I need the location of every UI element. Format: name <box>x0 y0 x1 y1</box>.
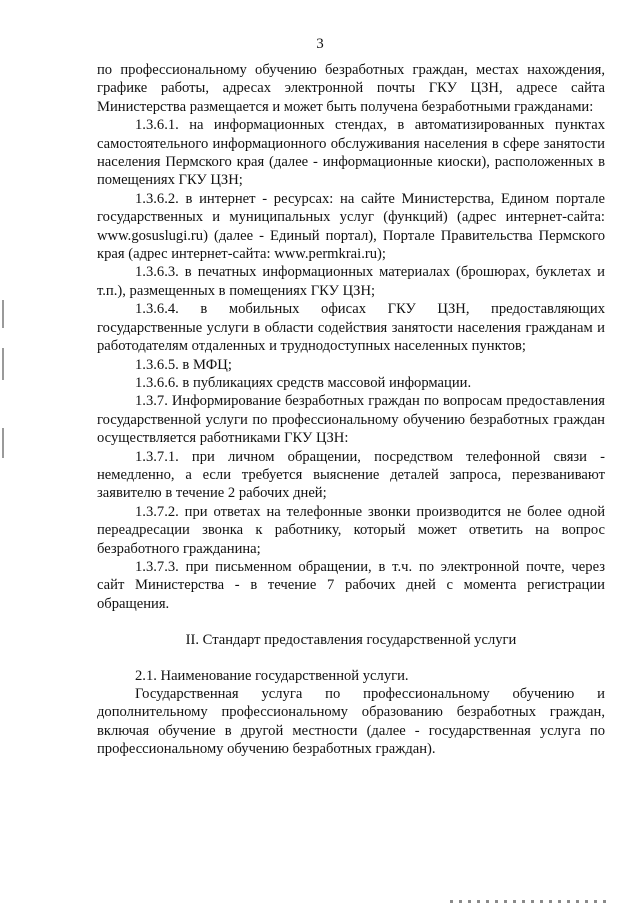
scan-bottom-artifact <box>450 900 610 903</box>
paragraph: 2.1. Наименование государственной услуги. <box>135 667 409 684</box>
paragraph: 1.3.7.1. при личном обращении, посредством телефонной связи - немедленно, а если требуется выяснение деталей запроса, перезванивают заявителю в течение 2 рабочих дней; <box>97 448 605 502</box>
paragraph: 1.3.6.4. в мобильных офисах ГКУ ЦЗН, предоставляющих государственные услуги в области содействия занятости населения гражданам и работодателям отдаленных и труднодоступных населенных пунктов; <box>97 301 605 355</box>
paragraph: Государственная услуга по профессиональному обучению и дополнительному профессиональному образованию безработных граждан, включая обучение в другой местности (далее - государственная услуга по профессиональному обучению безработных граждан). <box>97 686 605 758</box>
section-heading: II. Стандарт предоставления государственной услуги <box>185 632 517 649</box>
document-body <box>97 61 605 759</box>
paragraph: 1.3.6.1. на информационных стендах, в автоматизированных пунктах самостоятельного информационного обслуживания населения в сфере занятости населения Пермского края (далее - информационные киоски), расположенных в помещениях ГКУ ЦЗН; <box>97 117 605 189</box>
paragraph: 1.3.7.2. при ответах на телефонные звонки производится не более одной переадресации звонка к работнику, который может ответить на вопрос безработного гражданина; <box>97 503 605 557</box>
paragraph: 1.3.7.3. при письменном обращении, в т.ч. по электронной почте, через сайт Министерства - в течение 7 рабочих дней с момента регистрации обращения. <box>97 558 605 612</box>
paragraph: 1.3.6.2. в интернет - ресурсах: на сайте Министерства, Едином портале государственных и муниципальных услуг (функций) (адрес интернет-сайта: www.gosuslugi.ru) (далее - Единый портал), Портале Правительства Пермского края (адрес интернет-сайта: www.permkrai.ru); <box>97 190 605 263</box>
paragraph: 1.3.6.6. в публикациях средств массовой информации. <box>135 374 472 391</box>
scan-edge-mark <box>2 300 4 328</box>
paragraph: 1.3.6.3. в печатных информационных материалах (брошюрах, буклетах и т.п.), размещенных в помещениях ГКУ ЦЗН; <box>97 264 605 299</box>
scan-edge-mark <box>2 428 4 458</box>
paragraph: 1.3.7. Информирование безработных граждан по вопросам предоставления государственной услуги по профессиональному обучению безработных граждан осуществляется работниками ГКУ ЦЗН: <box>97 393 605 447</box>
paragraph: по профессиональному обучению безработных граждан, местах нахождения, графике работы, адресах электронной почты ГКУ ЦЗН, адресе сайта Министерства размещается и может быть получена безработными гражданами: <box>97 62 605 115</box>
paragraph: 1.3.6.5. в МФЦ; <box>135 356 232 373</box>
scan-edge-mark <box>2 348 4 380</box>
page-number: 3 <box>316 36 324 52</box>
